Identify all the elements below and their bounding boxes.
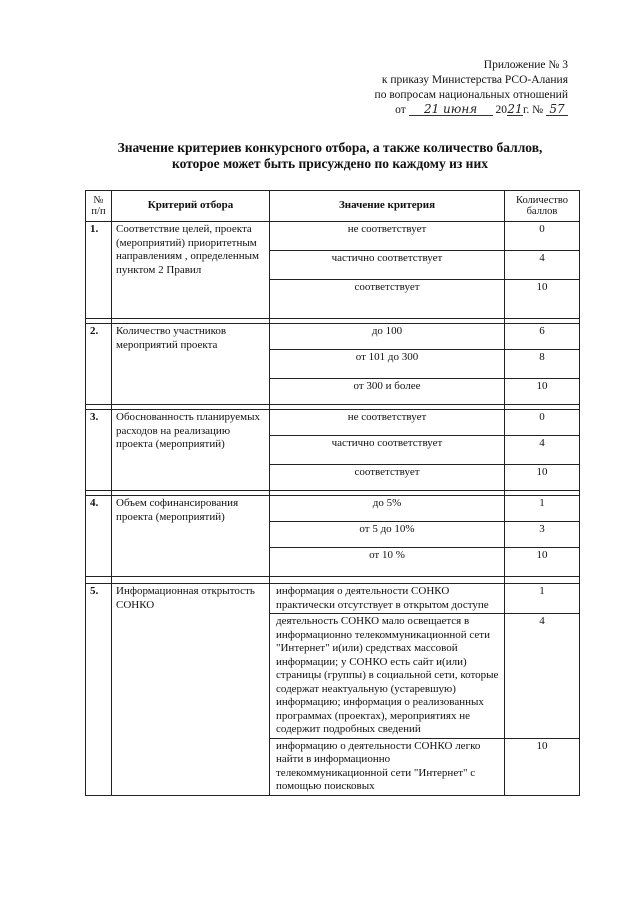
criterion-value: от 101 до 300	[270, 350, 505, 379]
points-value: 6	[505, 324, 580, 350]
row-number: 1.	[86, 222, 112, 319]
criterion-name: Обоснованность планируемых расходов на реализацию проекта (мероприятий)	[112, 410, 270, 491]
points-value: 10	[505, 465, 580, 491]
row-number: 5.	[86, 584, 112, 796]
points-value: 4	[505, 436, 580, 465]
header-criterion: Критерий отбора	[112, 191, 270, 222]
table-row	[86, 496, 580, 522]
appendix-order-ref: к приказу Министерства РСО-Алания	[381, 74, 568, 86]
points-value: 10	[505, 548, 580, 577]
points-value: 1	[505, 496, 580, 522]
criterion-value: частично соответствует	[270, 251, 505, 280]
handwritten-order-number: 57	[546, 103, 568, 116]
header-points: Количество баллов	[505, 191, 580, 222]
header-num: № п/п	[86, 191, 112, 222]
appendix-header	[375, 58, 568, 118]
date-prefix: от	[395, 104, 406, 116]
criterion-value: не соответствует	[270, 410, 505, 436]
criterion-value: от 5 до 10%	[270, 522, 505, 548]
table-row	[86, 324, 580, 350]
points-value: 8	[505, 350, 580, 379]
row-number: 2.	[86, 324, 112, 405]
points-value: 10	[505, 379, 580, 405]
criterion-value: не соответствует	[270, 222, 505, 251]
criterion-value: частично соответствует	[270, 436, 505, 465]
points-value: 0	[505, 410, 580, 436]
table-row	[86, 222, 580, 251]
criterion-name: Соответствие целей, проекта (мероприятий) приоритетным направлениям , определенным пунктом 2 Правил	[112, 222, 270, 319]
criterion-name: Количество участников мероприятий проекта	[112, 324, 270, 405]
points-value: 10	[505, 738, 580, 795]
points-value: 1	[505, 584, 580, 614]
points-value: 4	[505, 251, 580, 280]
points-value: 10	[505, 280, 580, 319]
appendix-title: Приложение № 3	[483, 59, 568, 71]
year-prefix: 20	[495, 104, 507, 116]
document-title	[70, 140, 590, 172]
appendix-ministry: по вопросам национальных отношений	[374, 89, 568, 101]
points-value: 0	[505, 222, 580, 251]
points-value: 3	[505, 522, 580, 548]
criteria-table	[85, 190, 580, 796]
appendix-date-line	[375, 103, 568, 118]
table-header-row	[86, 191, 580, 222]
criterion-value: от 300 и более	[270, 379, 505, 405]
criterion-value: до 100	[270, 324, 505, 350]
criterion-name: Информационная открытость СОНКО	[112, 584, 270, 796]
year-end: г. №	[522, 104, 544, 116]
criterion-name: Объем софинансирования проекта (мероприятий)	[112, 496, 270, 577]
criterion-value: информацию о деятельности СОНКО легко найти в информационно телекоммуникационной сети "Интернет" с помощью поисковых	[270, 738, 505, 795]
criterion-value: от 10 %	[270, 548, 505, 577]
row-number: 3.	[86, 410, 112, 491]
row-spacer	[86, 577, 580, 584]
criterion-value: соответствует	[270, 465, 505, 491]
points-value: 4	[505, 614, 580, 739]
criterion-value: информация о деятельности СОНКО практически отсутствует в открытом доступе	[270, 584, 505, 614]
table-row	[86, 410, 580, 436]
criterion-value: соответствует	[270, 280, 505, 319]
row-number: 4.	[86, 496, 112, 577]
criterion-value: деятельность СОНКО мало освещается в информационно телекоммуникационной сети "Интернет" и(или) средствах массовой информации; у СОНКО есть сайт и(или) страницы (группы) в социальной сети, которые содержат неактуальную (устаревшую) информацию; информация о реализованных программах (проектах), мероприятиях не содержит подробных сведений	[270, 614, 505, 739]
handwritten-date: 21 июня	[409, 103, 493, 116]
header-value: Значение критерия	[270, 191, 505, 222]
title-line-2: которое может быть присуждено по каждому из них	[172, 156, 488, 171]
title-line-1: Значение критериев конкурсного отбора, а также количество баллов,	[117, 140, 543, 155]
handwritten-year: 21	[507, 102, 523, 116]
table-row	[86, 584, 580, 614]
criterion-value: до 5%	[270, 496, 505, 522]
